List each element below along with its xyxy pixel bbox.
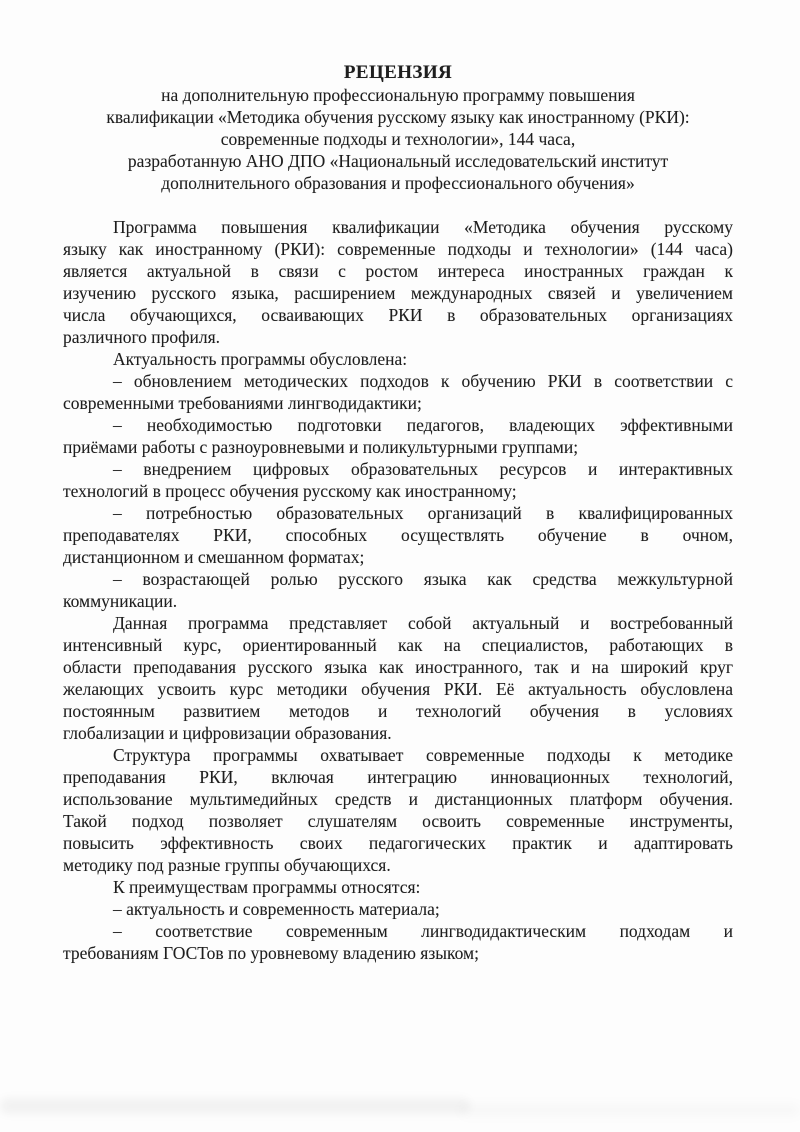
text-line: требованиям ГОСТов по уровневому владению языком;	[63, 943, 479, 963]
text-line: является актуальной в связи с ростом интереса иностранных граждан к	[63, 261, 733, 281]
text-line: Программа повышения квалификации «Методика обучения русскому	[113, 217, 733, 237]
text-line: – необходимостью подготовки педагогов, владеющих эффективными	[113, 415, 733, 435]
paragraph	[63, 458, 733, 502]
paragraph	[63, 898, 733, 920]
document-body	[63, 216, 733, 964]
paragraph	[63, 920, 733, 964]
text-line: постоянным развитием методов и технологий обучения в условиях	[63, 701, 733, 721]
text-line: методику под разные группы обучающихся.	[63, 855, 391, 875]
text-line: приёмами работы с разноуровневыми и поликультурными группами;	[63, 437, 579, 457]
paragraph	[63, 348, 733, 370]
text-line: глобализации и цифровизации образования.	[63, 723, 392, 743]
document-content	[63, 62, 733, 964]
text-line: числа обучающихся, осваивающих РКИ в образовательных организациях	[63, 305, 733, 325]
subtitle-line: квалификации «Методика обучения русскому языку как иностранному (РКИ):	[106, 107, 690, 127]
paragraph	[63, 216, 733, 348]
text-line: – потребностью образовательных организаций в квалифицированных	[113, 503, 733, 523]
subtitle-line: разработанную АНО ДПО «Национальный исследовательский институт	[127, 151, 669, 171]
text-line: коммуникации.	[63, 591, 178, 611]
text-line: – обновлением методических подходов к обучению РКИ в соответствии с	[113, 371, 733, 391]
text-line: языку как иностранному (РКИ): современные подходы и технологии» (144 часа)	[63, 239, 733, 259]
paragraph	[63, 370, 733, 414]
paragraph	[63, 744, 733, 876]
subtitle-line: современные подходы и технологии», 144 часа,	[220, 129, 576, 149]
paragraph	[63, 612, 733, 744]
text-line: Такой подход позволяет слушателям освоить современные инструменты,	[63, 811, 733, 831]
text-line: различного профиля.	[63, 327, 221, 347]
text-line: использование мультимедийных средств и дистанционных платформ обучения.	[63, 789, 733, 809]
text-line: Данная программа представляет собой актуальный и востребованный	[113, 613, 733, 633]
subtitle-line: дополнительного образования и профессионального обучения»	[161, 173, 635, 193]
text-line: К преимуществам программы относятся:	[113, 877, 421, 897]
text-line: – внедрением цифровых образовательных ресурсов и интерактивных	[113, 459, 733, 479]
text-line: области преподавания русского языка как иностранного, так и на широкий круг	[63, 657, 733, 677]
text-line: повысить эффективность своих педагогических практик и адаптировать	[63, 833, 733, 853]
text-line: дистанционном и смешанном форматах;	[63, 547, 365, 567]
subtitle-line: на дополнительную профессиональную программу повышения	[161, 85, 635, 105]
paragraph	[63, 876, 733, 898]
scan-artifact-right	[460, 1104, 800, 1116]
text-line: современными требованиями лингводидактики;	[63, 393, 422, 413]
document-title: РЕЦЕНЗИЯ	[343, 62, 453, 83]
text-line: – соответствие современным лингводидактическим подходам и	[113, 921, 733, 941]
text-line: преподавания РКИ, включая интеграцию инновационных технологий,	[63, 767, 733, 787]
text-line: желающих усвоить курс методики обучения РКИ. Её актуальность обусловлена	[63, 679, 733, 699]
text-line: преподавателях РКИ, способных осуществлять обучение в очном,	[63, 525, 733, 545]
text-line: изучению русского языка, расширением международных связей и увеличением	[63, 283, 733, 303]
text-line: интенсивный курс, ориентированный как на специалистов, работающих в	[63, 635, 733, 655]
scan-artifact-bottom	[0, 1098, 470, 1114]
paragraph	[63, 502, 733, 568]
paragraph	[63, 568, 733, 612]
text-line: технологий в процесс обучения русскому как иностранному;	[63, 481, 517, 501]
text-line: Структура программы охватывает современные подходы к методике	[113, 745, 733, 765]
text-line: – актуальность и современность материала;	[113, 899, 440, 919]
text-line: Актуальность программы обусловлена:	[113, 349, 408, 369]
paragraph	[63, 414, 733, 458]
document-subtitle	[63, 84, 733, 194]
text-line: – возрастающей ролью русского языка как средства межкультурной	[113, 569, 733, 589]
